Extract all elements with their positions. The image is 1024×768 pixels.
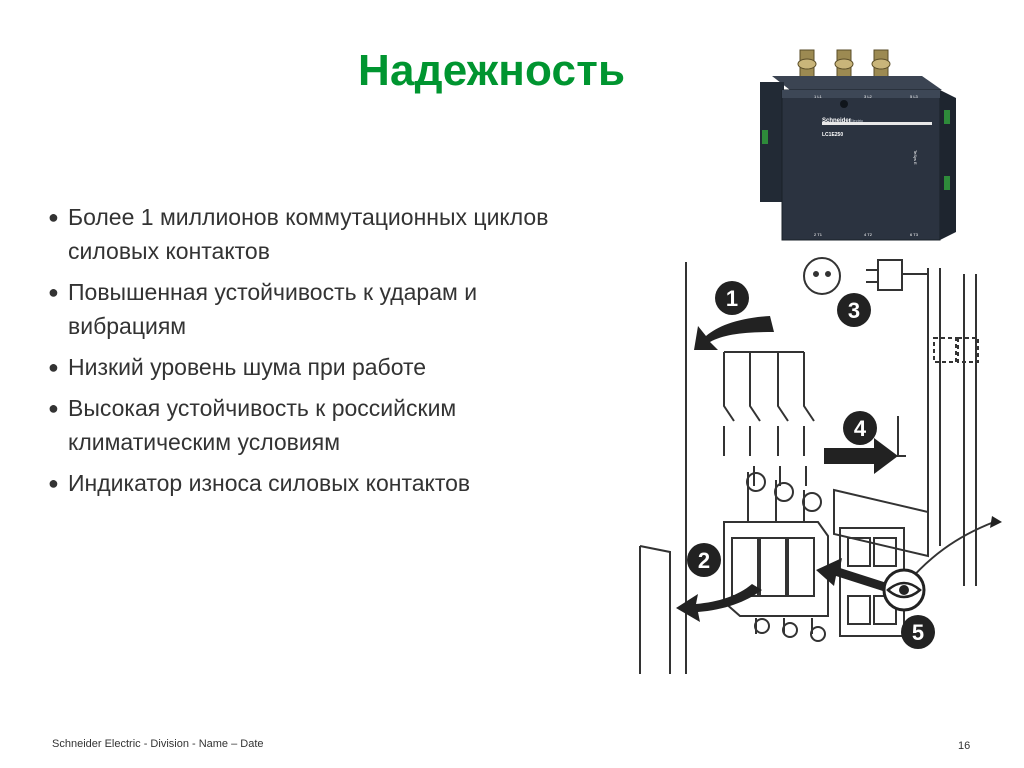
eye-icon: [884, 570, 924, 610]
step-label: 5: [911, 620, 925, 645]
step-marker-4: [843, 411, 877, 445]
bullet-dot: ●: [48, 357, 59, 377]
bullet-item: [46, 275, 586, 343]
step-marker-2: [687, 543, 721, 577]
model-label: LC1E250: [822, 132, 844, 138]
bullet-text: Повышенная устойчивость к ударам и вибрациям: [68, 279, 478, 339]
bullet-item: [46, 350, 586, 384]
contactor-photo: [752, 46, 962, 246]
terminal-label: 2 T1: [814, 232, 822, 237]
bullet-dot: ●: [48, 473, 59, 493]
series-label: TeSys E: [913, 150, 918, 165]
bullet-list: [46, 200, 586, 507]
footer-text: Schneider Electric - Division - Name – Date: [52, 738, 264, 750]
page-number: 16: [958, 740, 971, 752]
brand-label: Schneider: [822, 118, 852, 124]
bullet-item: [46, 391, 586, 459]
step-marker-3: [837, 293, 871, 327]
bullet-dot: ●: [48, 398, 59, 418]
step-label: 4: [853, 416, 867, 441]
bullet-text: Низкий уровень шума при работе: [68, 354, 427, 380]
bullet-item: [46, 466, 586, 500]
terminal-label: 6 T3: [910, 232, 918, 237]
contact-wear-diagram: [628, 256, 1008, 676]
terminal-label: 3 L2: [864, 94, 872, 99]
terminal-label: 1 L1: [814, 94, 822, 99]
step-marker-5: [901, 615, 935, 649]
bullet-item: [46, 200, 586, 268]
step-label: 3: [847, 298, 861, 323]
terminal-screws: [798, 50, 890, 80]
bullet-text: Индикатор износа силовых контактов: [68, 470, 471, 496]
bullet-text: Более 1 миллионов коммутационных циклов силовых контактов: [68, 204, 549, 264]
terminal-label: 5 L3: [910, 94, 918, 99]
step-marker-1: [715, 281, 749, 315]
arrow-1: [694, 316, 774, 350]
step-label: 2: [697, 548, 711, 573]
slide-title: Надежность: [358, 46, 626, 95]
socket-plug-illustration: [804, 258, 928, 294]
brand-sub-label: Electric: [850, 118, 864, 123]
terminal-label: 4 T2: [864, 232, 872, 237]
step-label: 1: [725, 286, 739, 311]
bullet-dot: ●: [48, 282, 59, 302]
bullet-dot: ●: [48, 207, 59, 227]
bullet-text: Высокая устойчивость к российским климатическим условиям: [68, 395, 457, 455]
